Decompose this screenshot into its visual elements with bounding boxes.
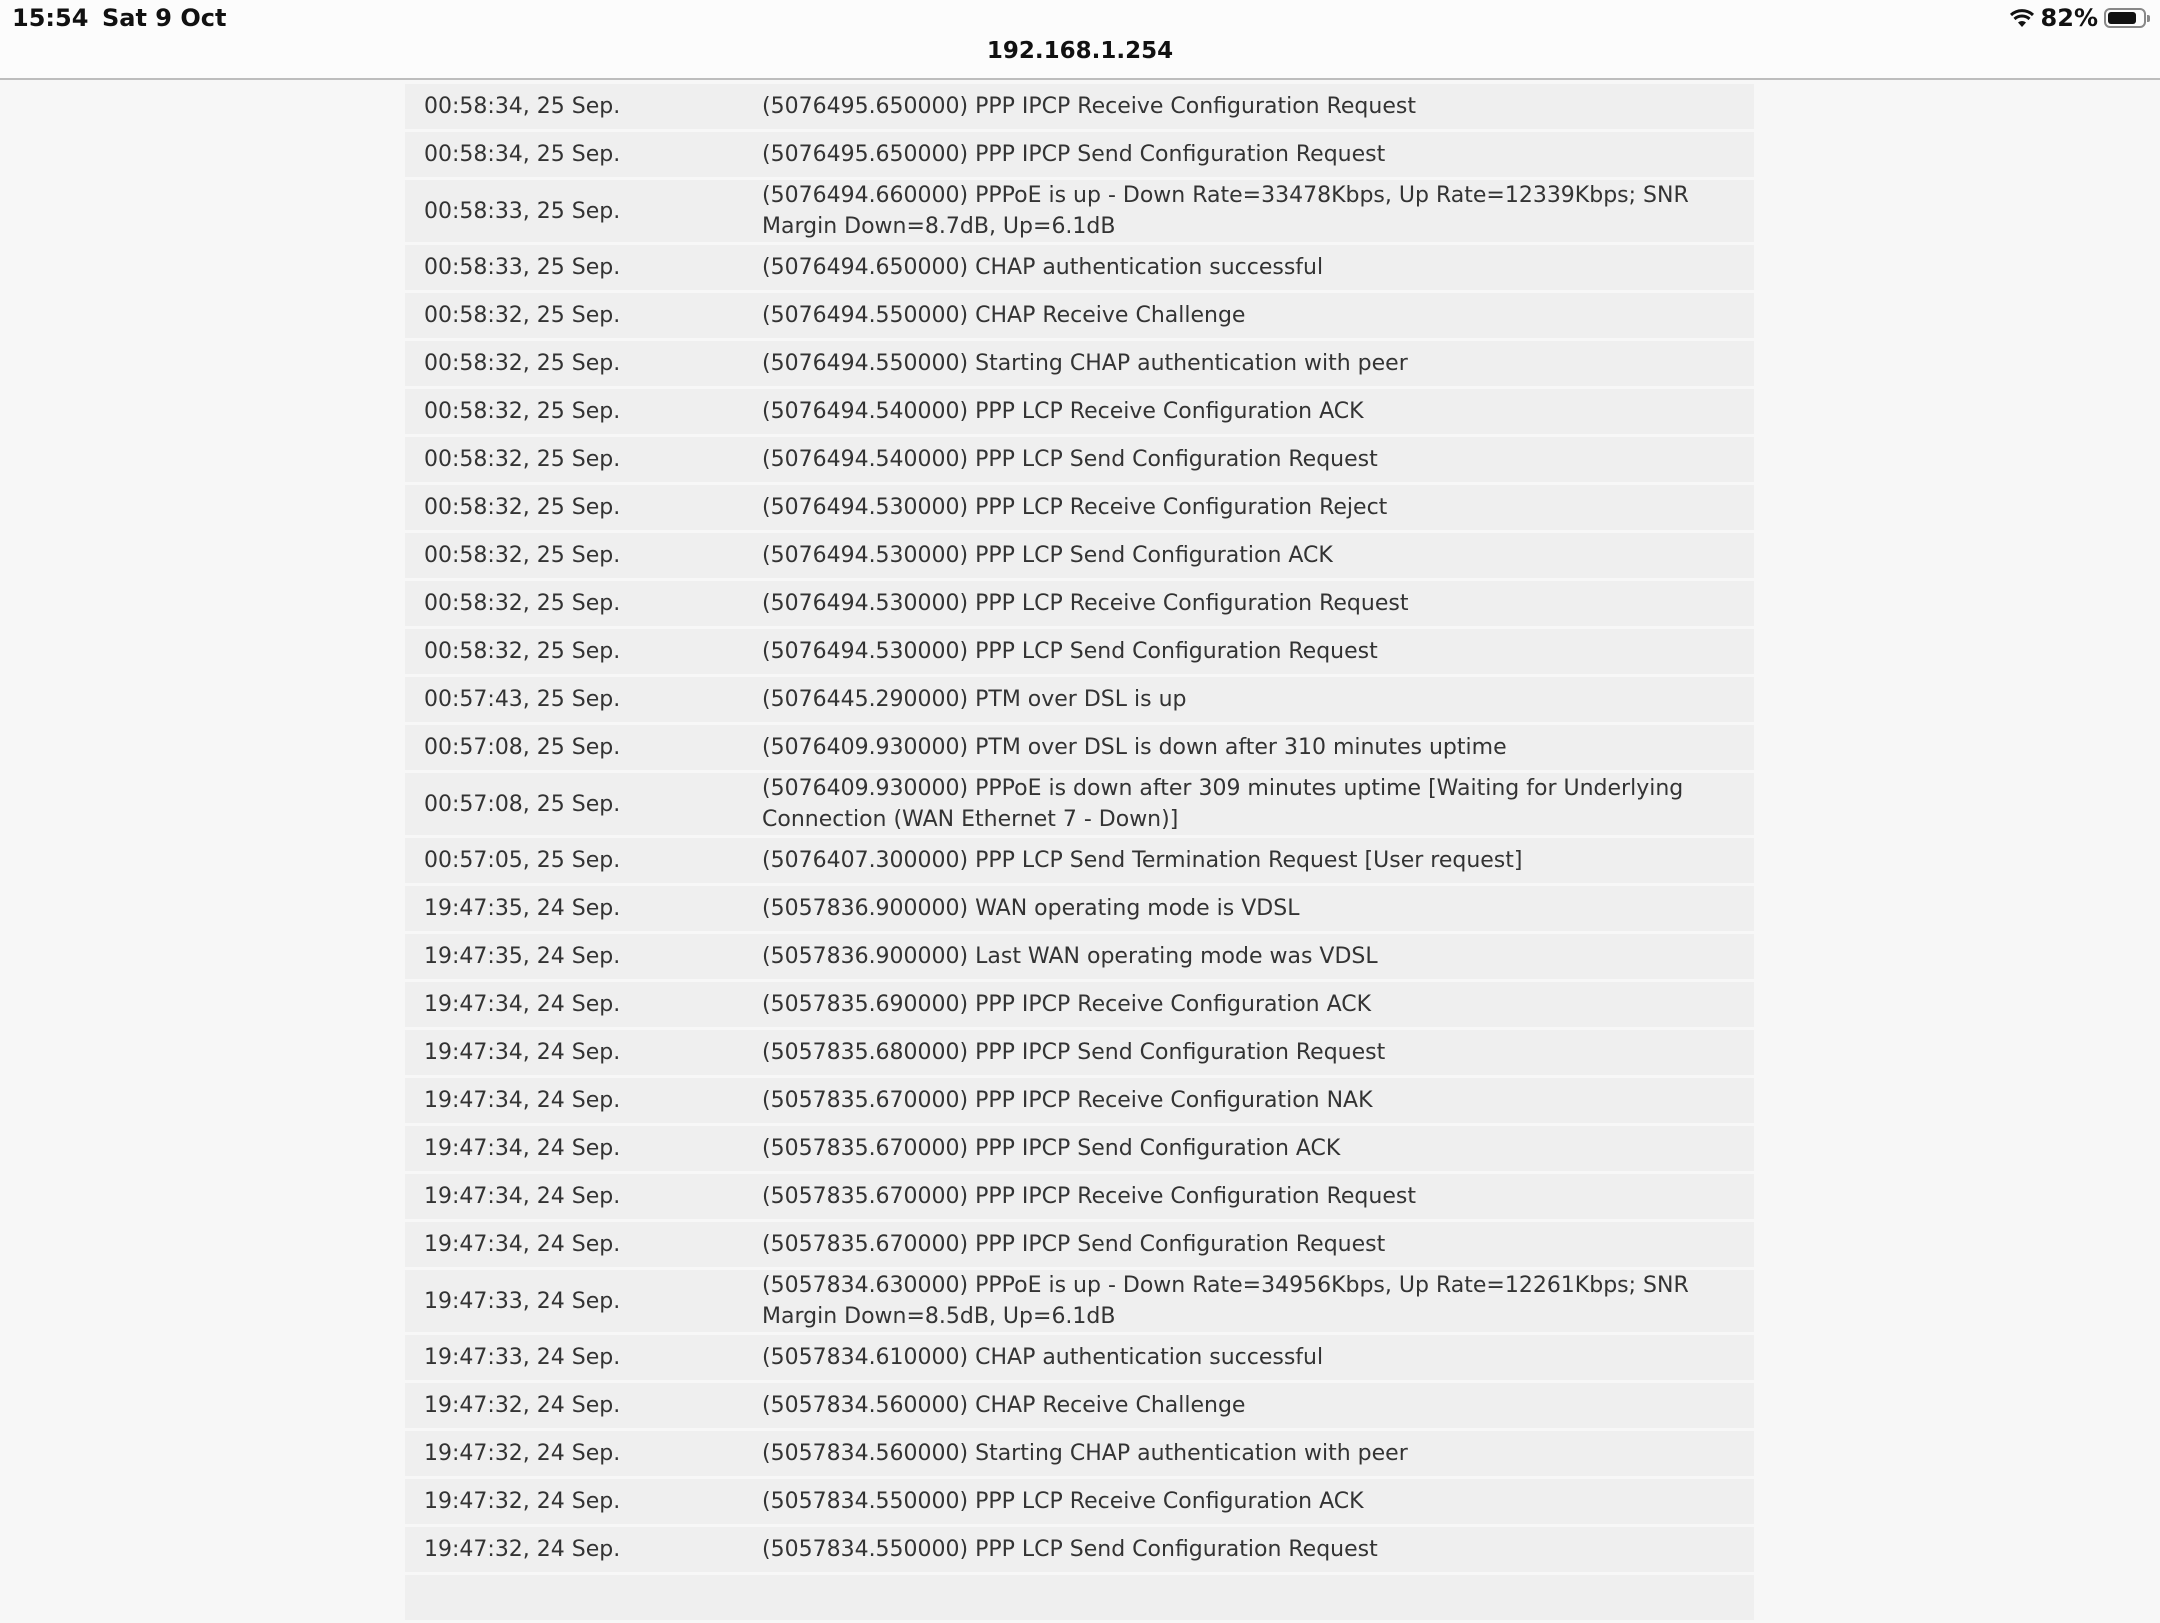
status-time: 15:54	[12, 4, 89, 32]
log-row	[405, 1222, 1754, 1267]
log-time: 19:47:34, 24 Sep.	[424, 1136, 621, 1161]
log-time: 19:47:32, 24 Sep.	[424, 1393, 621, 1418]
log-time: 19:47:34, 24 Sep.	[424, 1040, 621, 1065]
log-row	[405, 581, 1754, 626]
log-time: 00:58:32, 25 Sep.	[424, 495, 621, 520]
log-row	[405, 437, 1754, 482]
log-row	[405, 886, 1754, 931]
log-message: (5076494.530000) PPP LCP Send Configuration ACK	[762, 543, 1333, 568]
log-message: (5057834.550000) PPP LCP Send Configuration Request	[762, 1537, 1378, 1562]
log-message: (5057834.550000) PPP LCP Receive Configuration ACK	[762, 1489, 1364, 1514]
log-row	[405, 1335, 1754, 1380]
log-time: 19:47:32, 24 Sep.	[424, 1537, 621, 1562]
log-row	[405, 1383, 1754, 1428]
log-message: (5057835.670000) PPP IPCP Receive Configuration NAK	[762, 1088, 1373, 1113]
log-message: (5076494.530000) PPP LCP Receive Configuration Reject	[762, 495, 1388, 520]
log-row	[405, 180, 1754, 242]
log-message: (5076495.650000) PPP IPCP Send Configuration Request	[762, 142, 1386, 167]
log-row	[405, 485, 1754, 530]
log-message: (5057835.670000) PPP IPCP Receive Configuration Request	[762, 1184, 1416, 1209]
log-time: 00:58:34, 25 Sep.	[424, 142, 621, 167]
log-message: (5057835.670000) PPP IPCP Send Configuration ACK	[762, 1136, 1341, 1161]
log-message: (5057836.900000) Last WAN operating mode was VDSL	[762, 944, 1378, 969]
log-row-partial	[405, 1575, 1754, 1620]
status-and-address-bar	[0, 0, 2160, 80]
log-time: 19:47:35, 24 Sep.	[424, 896, 621, 921]
log-message: (5057835.680000) PPP IPCP Send Configuration Request	[762, 1040, 1386, 1065]
log-message: (5076409.930000) PPPoE is down after 309 minutes uptime [Waiting for Underlying Connection (WAN Ethernet 7 - Down)]	[762, 776, 1684, 832]
log-row	[405, 934, 1754, 979]
battery-icon	[2104, 8, 2146, 28]
log-time: 19:47:34, 24 Sep.	[424, 992, 621, 1017]
log-time: 00:58:32, 25 Sep.	[424, 399, 621, 424]
log-time: 19:47:34, 24 Sep.	[424, 1184, 621, 1209]
log-row	[405, 773, 1754, 835]
log-row	[405, 1126, 1754, 1171]
log-row	[405, 1078, 1754, 1123]
log-row	[405, 84, 1754, 129]
log-message: (5057835.690000) PPP IPCP Receive Configuration ACK	[762, 992, 1372, 1017]
log-message: (5076494.550000) Starting CHAP authentication with peer	[762, 351, 1408, 376]
log-time: 19:47:34, 24 Sep.	[424, 1088, 621, 1113]
log-time: 00:58:32, 25 Sep.	[424, 303, 621, 328]
log-message: (5076407.300000) PPP LCP Send Termination Request [User request]	[762, 848, 1523, 873]
log-time: 19:47:33, 24 Sep.	[424, 1288, 621, 1314]
log-message: (5057835.670000) PPP IPCP Send Configuration Request	[762, 1232, 1386, 1257]
log-time: 19:47:32, 24 Sep.	[424, 1489, 621, 1514]
battery-percentage: 82%	[2040, 4, 2098, 32]
log-row	[405, 1030, 1754, 1075]
log-time: 00:58:34, 25 Sep.	[424, 94, 621, 119]
log-row	[405, 1174, 1754, 1219]
log-time: 00:58:33, 25 Sep.	[424, 198, 621, 224]
log-message: (5057834.610000) CHAP authentication successful	[762, 1345, 1324, 1370]
log-time: 19:47:35, 24 Sep.	[424, 944, 621, 969]
log-row	[405, 1270, 1754, 1332]
log-time: 00:58:32, 25 Sep.	[424, 591, 621, 616]
log-row	[405, 132, 1754, 177]
log-time: 00:58:32, 25 Sep.	[424, 447, 621, 472]
log-message: (5057834.560000) CHAP Receive Challenge	[762, 1393, 1246, 1418]
log-row	[405, 1431, 1754, 1476]
log-row	[405, 838, 1754, 883]
log-message: (5076445.290000) PTM over DSL is up	[762, 687, 1187, 712]
log-time: 00:58:32, 25 Sep.	[424, 351, 621, 376]
log-row	[405, 677, 1754, 722]
log-message: (5076409.930000) PTM over DSL is down after 310 minutes uptime	[762, 735, 1507, 760]
log-message: (5076495.650000) PPP IPCP Receive Configuration Request	[762, 94, 1416, 119]
log-row	[405, 245, 1754, 290]
log-message: (5076494.540000) PPP LCP Send Configuration Request	[762, 447, 1378, 472]
status-date: Sat 9 Oct	[102, 4, 227, 32]
log-time: 19:47:33, 24 Sep.	[424, 1345, 621, 1370]
log-row	[405, 982, 1754, 1027]
log-time: 19:47:32, 24 Sep.	[424, 1441, 621, 1466]
log-time: 19:47:34, 24 Sep.	[424, 1232, 621, 1257]
log-message: (5076494.660000) PPPoE is up - Down Rate=33478Kbps, Up Rate=12339Kbps; SNR Margin Down=8.7dB, Up=6.1dB	[762, 183, 1689, 239]
log-row	[405, 1479, 1754, 1524]
log-message: (5076494.550000) CHAP Receive Challenge	[762, 303, 1246, 328]
battery-level	[2108, 12, 2136, 24]
log-row	[405, 293, 1754, 338]
log-time: 00:58:32, 25 Sep.	[424, 543, 621, 568]
status-indicators	[2009, 4, 2146, 32]
log-row	[405, 629, 1754, 674]
log-message: (5076494.540000) PPP LCP Receive Configuration ACK	[762, 399, 1364, 424]
log-message: (5076494.530000) PPP LCP Receive Configuration Request	[762, 591, 1409, 616]
log-message: (5057834.630000) PPPoE is up - Down Rate=34956Kbps, Up Rate=12261Kbps; SNR Margin Down=8.5dB, Up=6.1dB	[762, 1273, 1689, 1329]
log-time: 00:57:08, 25 Sep.	[424, 735, 621, 760]
log-row	[405, 389, 1754, 434]
address-bar-url[interactable]: 192.168.1.254	[986, 38, 1174, 64]
log-row	[405, 341, 1754, 386]
log-message: (5076494.650000) CHAP authentication successful	[762, 255, 1324, 280]
log-message: (5057836.900000) WAN operating mode is VDSL	[762, 896, 1300, 921]
log-message: (5057834.560000) Starting CHAP authentication with peer	[762, 1441, 1408, 1466]
log-time: 00:58:32, 25 Sep.	[424, 639, 621, 664]
log-time: 00:57:08, 25 Sep.	[424, 791, 621, 817]
log-time: 00:57:43, 25 Sep.	[424, 687, 621, 712]
wifi-icon	[2009, 7, 2035, 29]
log-time: 00:57:05, 25 Sep.	[424, 848, 621, 873]
log-message: (5076494.530000) PPP LCP Send Configuration Request	[762, 639, 1378, 664]
log-time: 00:58:33, 25 Sep.	[424, 255, 621, 280]
event-log-table	[405, 84, 1754, 1623]
log-row	[405, 533, 1754, 578]
log-row	[405, 725, 1754, 770]
log-row	[405, 1527, 1754, 1572]
